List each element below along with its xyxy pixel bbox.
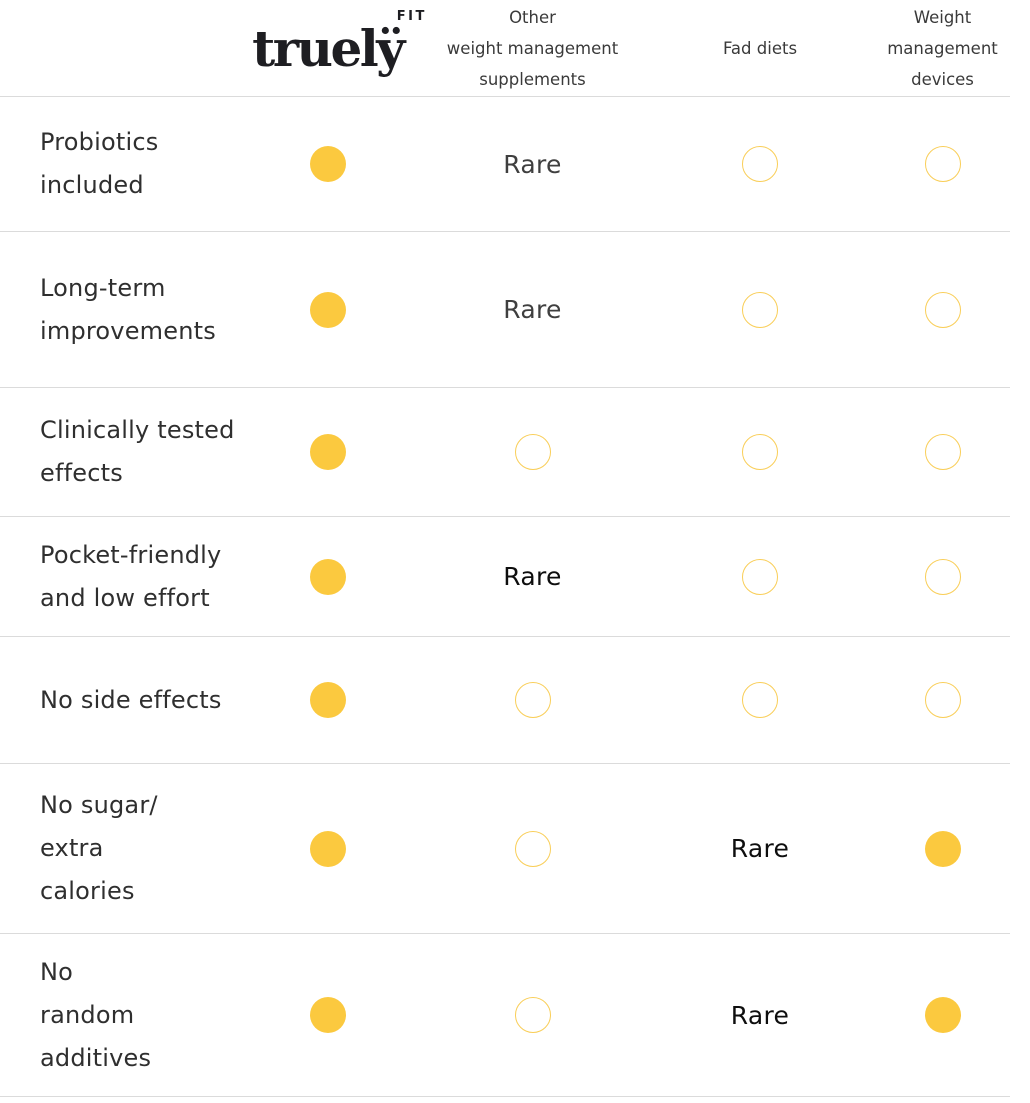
outline-circle-icon [515,831,551,867]
truely-fit-logo [252,8,427,78]
filled-circle-icon [310,831,346,867]
header-column-weight-devices [875,2,1010,95]
rare-label: Rare [503,562,562,591]
table-row-pocket-friendly [0,517,1010,637]
cell-weight-devices [875,434,1010,470]
header-line: Weight [913,7,972,27]
header-line: supplements [479,69,586,89]
cell-weight-devices [875,146,1010,182]
table-header-row [0,0,1010,97]
outline-circle-icon [742,559,778,595]
filled-circle-icon [310,559,346,595]
feature-line: included [40,171,144,199]
feature-line: improvements [40,316,216,345]
cell-other-supplements [420,562,645,591]
table-row-no-sugar-extra-calories [0,764,1010,934]
outline-circle-icon [925,559,961,595]
cell-fad-diets [645,146,875,182]
cell-other-supplements [420,831,645,867]
header-line: weight management [446,38,619,58]
outline-circle-icon [742,682,778,718]
feature-line: effects [40,459,123,487]
header-column-other-supplements [420,2,645,95]
feature-line: No side effects [40,685,222,714]
feature-label [0,951,235,1080]
cell-truely [235,682,420,718]
cell-fad-diets [645,434,875,470]
outline-circle-icon [742,146,778,182]
outline-circle-icon [925,682,961,718]
feature-line: and low effort [40,583,210,612]
cell-weight-devices [875,292,1010,328]
header-column-fad-diets [645,33,875,64]
table-row-long-term-improvements [0,232,1010,388]
filled-circle-icon [310,682,346,718]
cell-weight-devices [875,559,1010,595]
feature-label [0,121,235,207]
feature-line: Long-term [40,273,166,302]
outline-circle-icon [742,292,778,328]
feature-line: No [40,957,74,986]
cell-fad-diets [645,559,875,595]
cell-other-supplements [420,997,645,1033]
cell-fad-diets [645,1001,875,1030]
header-line: Fad diets [722,38,798,58]
logo-fit-superscript: FIT [396,8,427,24]
outline-circle-icon [925,434,961,470]
filled-circle-icon [310,997,346,1033]
outline-circle-icon [925,146,961,182]
rare-label: Rare [503,149,562,179]
feature-line: extra [40,834,104,862]
cell-truely [235,434,420,470]
filled-circle-icon [310,292,346,328]
filled-circle-icon [310,434,346,470]
cell-other-supplements [420,150,645,179]
filled-circle-icon [925,997,961,1033]
feature-label [0,679,235,722]
feature-line: No sugar/ [40,791,158,819]
table-row-probiotics-included [0,97,1010,232]
cell-truely [235,559,420,595]
header-line: Other [509,7,556,27]
feature-line: Pocket-friendly [40,540,222,569]
feature-line: Probiotics [40,128,159,156]
feature-line: Clinically tested [40,416,235,444]
table-row-no-random-additives [0,934,1010,1097]
outline-circle-icon [742,434,778,470]
cell-fad-diets [645,292,875,328]
header-column-truely [235,8,427,78]
outline-circle-icon [515,682,551,718]
feature-line: calories [40,877,135,905]
cell-fad-diets [645,682,875,718]
cell-weight-devices [875,997,1010,1033]
outline-circle-icon [515,997,551,1033]
cell-other-supplements [420,295,645,324]
cell-truely [235,146,420,182]
feature-label [0,534,235,620]
header-line: devices [911,69,974,89]
outline-circle-icon [515,434,551,470]
feature-label [0,784,235,913]
header-line: management [887,38,998,58]
table-row-no-side-effects [0,637,1010,764]
feature-line: additives [40,1043,152,1072]
filled-circle-icon [925,831,961,867]
rare-label: Rare [730,1000,790,1030]
cell-weight-devices [875,831,1010,867]
cell-other-supplements [420,682,645,718]
feature-label [0,267,235,353]
cell-truely [235,292,420,328]
feature-label [0,409,235,495]
rare-label: Rare [730,834,790,863]
cell-weight-devices [875,682,1010,718]
cell-fad-diets [645,834,875,863]
logo-wordmark: truelÿ [252,18,403,78]
feature-line: random [40,1000,135,1029]
outline-circle-icon [925,292,961,328]
cell-truely [235,997,420,1033]
rare-label: Rare [503,295,562,324]
table-row-clinically-tested-effects [0,388,1010,517]
cell-other-supplements [420,434,645,470]
filled-circle-icon [310,146,346,182]
cell-truely [235,831,420,867]
